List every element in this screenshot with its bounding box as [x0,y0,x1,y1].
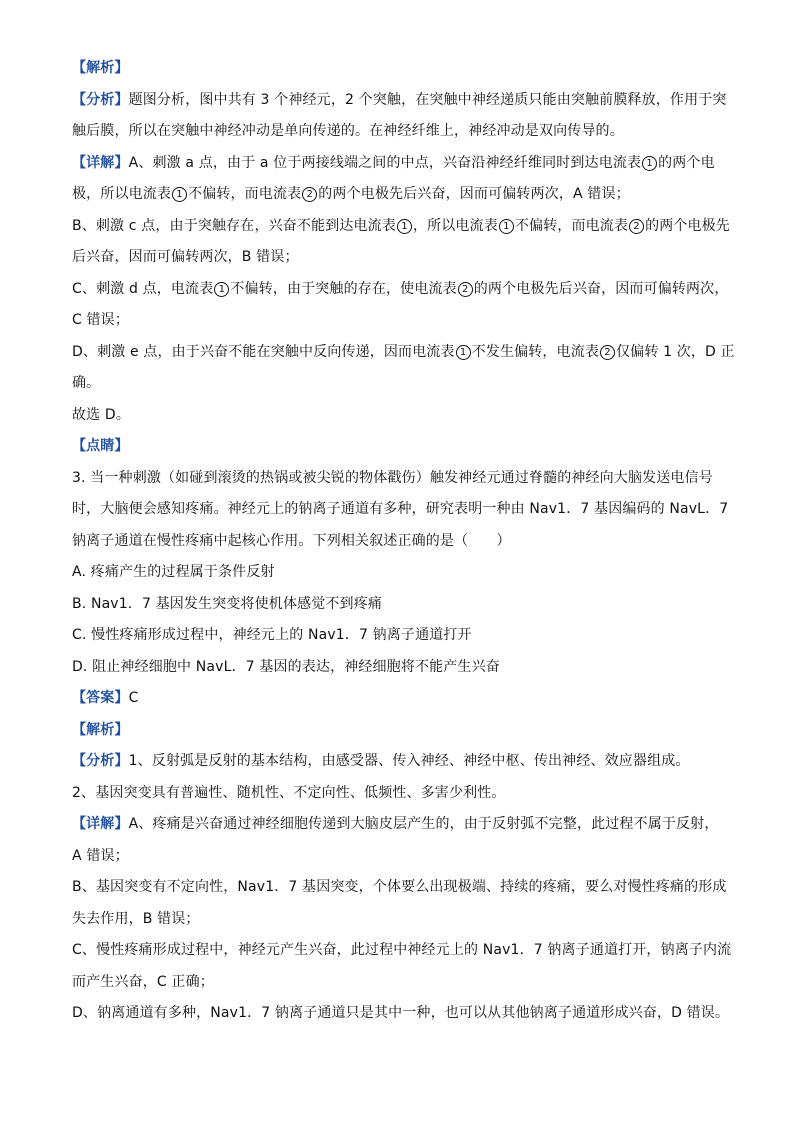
text-run: 故选 D。 [72,406,130,423]
text-run: 后兴奋，因而可偏转两次，B 错误； [72,249,299,265]
text-run: 失去作用，B 错误； [72,910,200,927]
text-run: 触后膜，所以在突触中神经冲动是单向传递的。在神经纤维上，神经冲动是双向传导的。 [72,123,624,139]
circled-number: 1 [214,282,229,297]
text-run: D、钠离通道有多种，Nav1．7 钠离子通道只是其中一种，也可以从其他钠离子通道形成兴奋，D 错误。 [72,1005,730,1021]
text-run: A. 疼痛产生的过程属于条件反射 [72,564,275,580]
text-run: D、刺激 e 点，由于兴奋不能在突触中反向传递，因而电流表 [72,343,455,360]
text-line [72,342,735,362]
text-line [72,940,732,960]
text-run: 题图分析，图中共有 3 个神经元，2 个突触，在突触中神经递质只能由突触前膜释放，作用于突 [128,91,727,108]
circled-number: 1 [397,219,412,234]
text-run: 的两个电极先 [645,217,730,234]
text-run: A、疼痛是兴奋通过神经细胞传递到大脑皮层产生的，由于反射弧不完整，此过程不属于反射， [128,816,719,832]
text-run: A、刺激 a 点，由于 a 位于两接线端之间的中点，兴奋沿神经纤维同时到达电流表 [128,154,642,171]
document-body [72,58,735,1023]
text-line [72,405,720,425]
text-run: 不偏转，而电流表 [514,217,629,234]
text-run: 不发生偏转，电流表 [471,343,600,360]
text-run: 1、反射弧是反射的基本结构，由感受器、传入神经、神经中枢、传出神经、效应器组成。 [128,753,690,769]
text-run: ，所以电流表 [412,217,498,234]
circled-number: 2 [302,187,317,202]
text-run: 3. 当一种刺激（如碰到滚烫的热锅或被尖锐的物体戳伤）触发神经元通过脊髓的神经向大脑发送电信号 [72,469,713,486]
text-line [72,814,720,834]
text-line [72,1003,730,1023]
text-run: B、刺激 c 点，由于突触存在，兴奋不能到达电流表 [72,217,396,234]
text-run: 确。 [72,375,101,391]
text-run: 时，大脑便会感知疼痛。神经元上的钠离子通道有多种，研究表明一种由 Nav1．7 基因编码的 NavL．7 [72,501,729,517]
circled-number: 1 [172,187,187,202]
text-line [72,877,727,897]
section-tag: 【详解】 [72,154,129,171]
text-line [72,58,720,78]
text-run: B. Nav1．7 基因发生突变将使机体感觉不到疼痛 [72,595,383,612]
text-line [72,688,720,708]
text-run: 仅偏转 1 次，D 正 [616,343,735,360]
section-tag: 【答案】 [72,690,129,706]
text-line [72,720,720,740]
text-line [72,909,720,929]
circled-number: 2 [629,219,644,234]
text-run: 极，所以电流表 [72,186,172,202]
circled-number: 2 [600,345,615,360]
text-run: 的两个电 [658,154,715,171]
text-line [72,562,720,582]
section-tag: 【点睛】 [72,438,129,454]
text-run: B、基因突变有不定向性，Nav1．7 基因突变，个体要么出现极端、持续的疼痛，要么对慢性疼痛的形成 [72,879,727,895]
section-tag: 【详解】 [72,816,129,832]
text-line [72,216,730,236]
text-line [72,594,720,614]
text-run: C 错误； [72,312,129,328]
text-run: A 错误； [72,847,129,864]
text-line [72,751,720,771]
text-run: C、慢性疼痛形成过程中，神经元产生兴奋，此过程中神经元上的 Nav1．7 钠离子通道打开，钠离子内流 [72,942,732,958]
section-tag: 【解析】 [72,60,129,76]
text-run: 钠离子通道在慢性疼痛中起核心作用。下列相关叙述正确的是（ ） [72,532,511,549]
text-line [72,625,720,645]
text-line [72,121,720,141]
text-run: C. 慢性疼痛形成过程中，神经元上的 Nav1．7 钠离子通道打开 [72,627,472,643]
text-run: C [128,690,139,706]
text-line [72,153,720,173]
text-run: 不偏转，而电流表 [188,186,302,202]
text-run: 的两个电极先后兴奋，因而可偏转两次，A 错误； [318,186,630,202]
text-run: C、刺激 d 点，电流表 [72,280,214,297]
text-line [72,90,727,110]
text-line [72,279,729,299]
text-line [72,972,720,992]
circled-number: 1 [499,219,514,234]
text-line [72,783,720,803]
text-line [72,657,720,677]
text-run: 2、基因突变具有普遍性、随机性、不定向性、低频性、多害少利性。 [72,784,506,801]
text-run: 而产生兴奋，C 正确； [72,973,214,990]
circled-number: 2 [458,282,473,297]
text-line [72,373,720,393]
circled-number: 1 [642,156,657,171]
text-run: 的两个电极先后兴奋，因而可偏转两次， [473,280,729,297]
section-tag: 【解析】 [72,721,129,738]
text-line [72,310,720,330]
text-line [72,468,720,488]
text-run: D. 阻止神经细胞中 NavL．7 基因的表达，神经细胞将不能产生兴奋 [72,658,500,675]
text-line [72,499,729,519]
section-tag: 【分析】 [72,753,129,769]
section-tag: 【分析】 [72,91,129,108]
text-line [72,436,720,456]
text-line [72,846,720,866]
circled-number: 1 [456,345,471,360]
text-line [72,184,720,204]
text-run: 不偏转，由于突触的存在，使电流表 [230,280,457,297]
text-line [72,247,720,267]
text-line [72,531,720,551]
